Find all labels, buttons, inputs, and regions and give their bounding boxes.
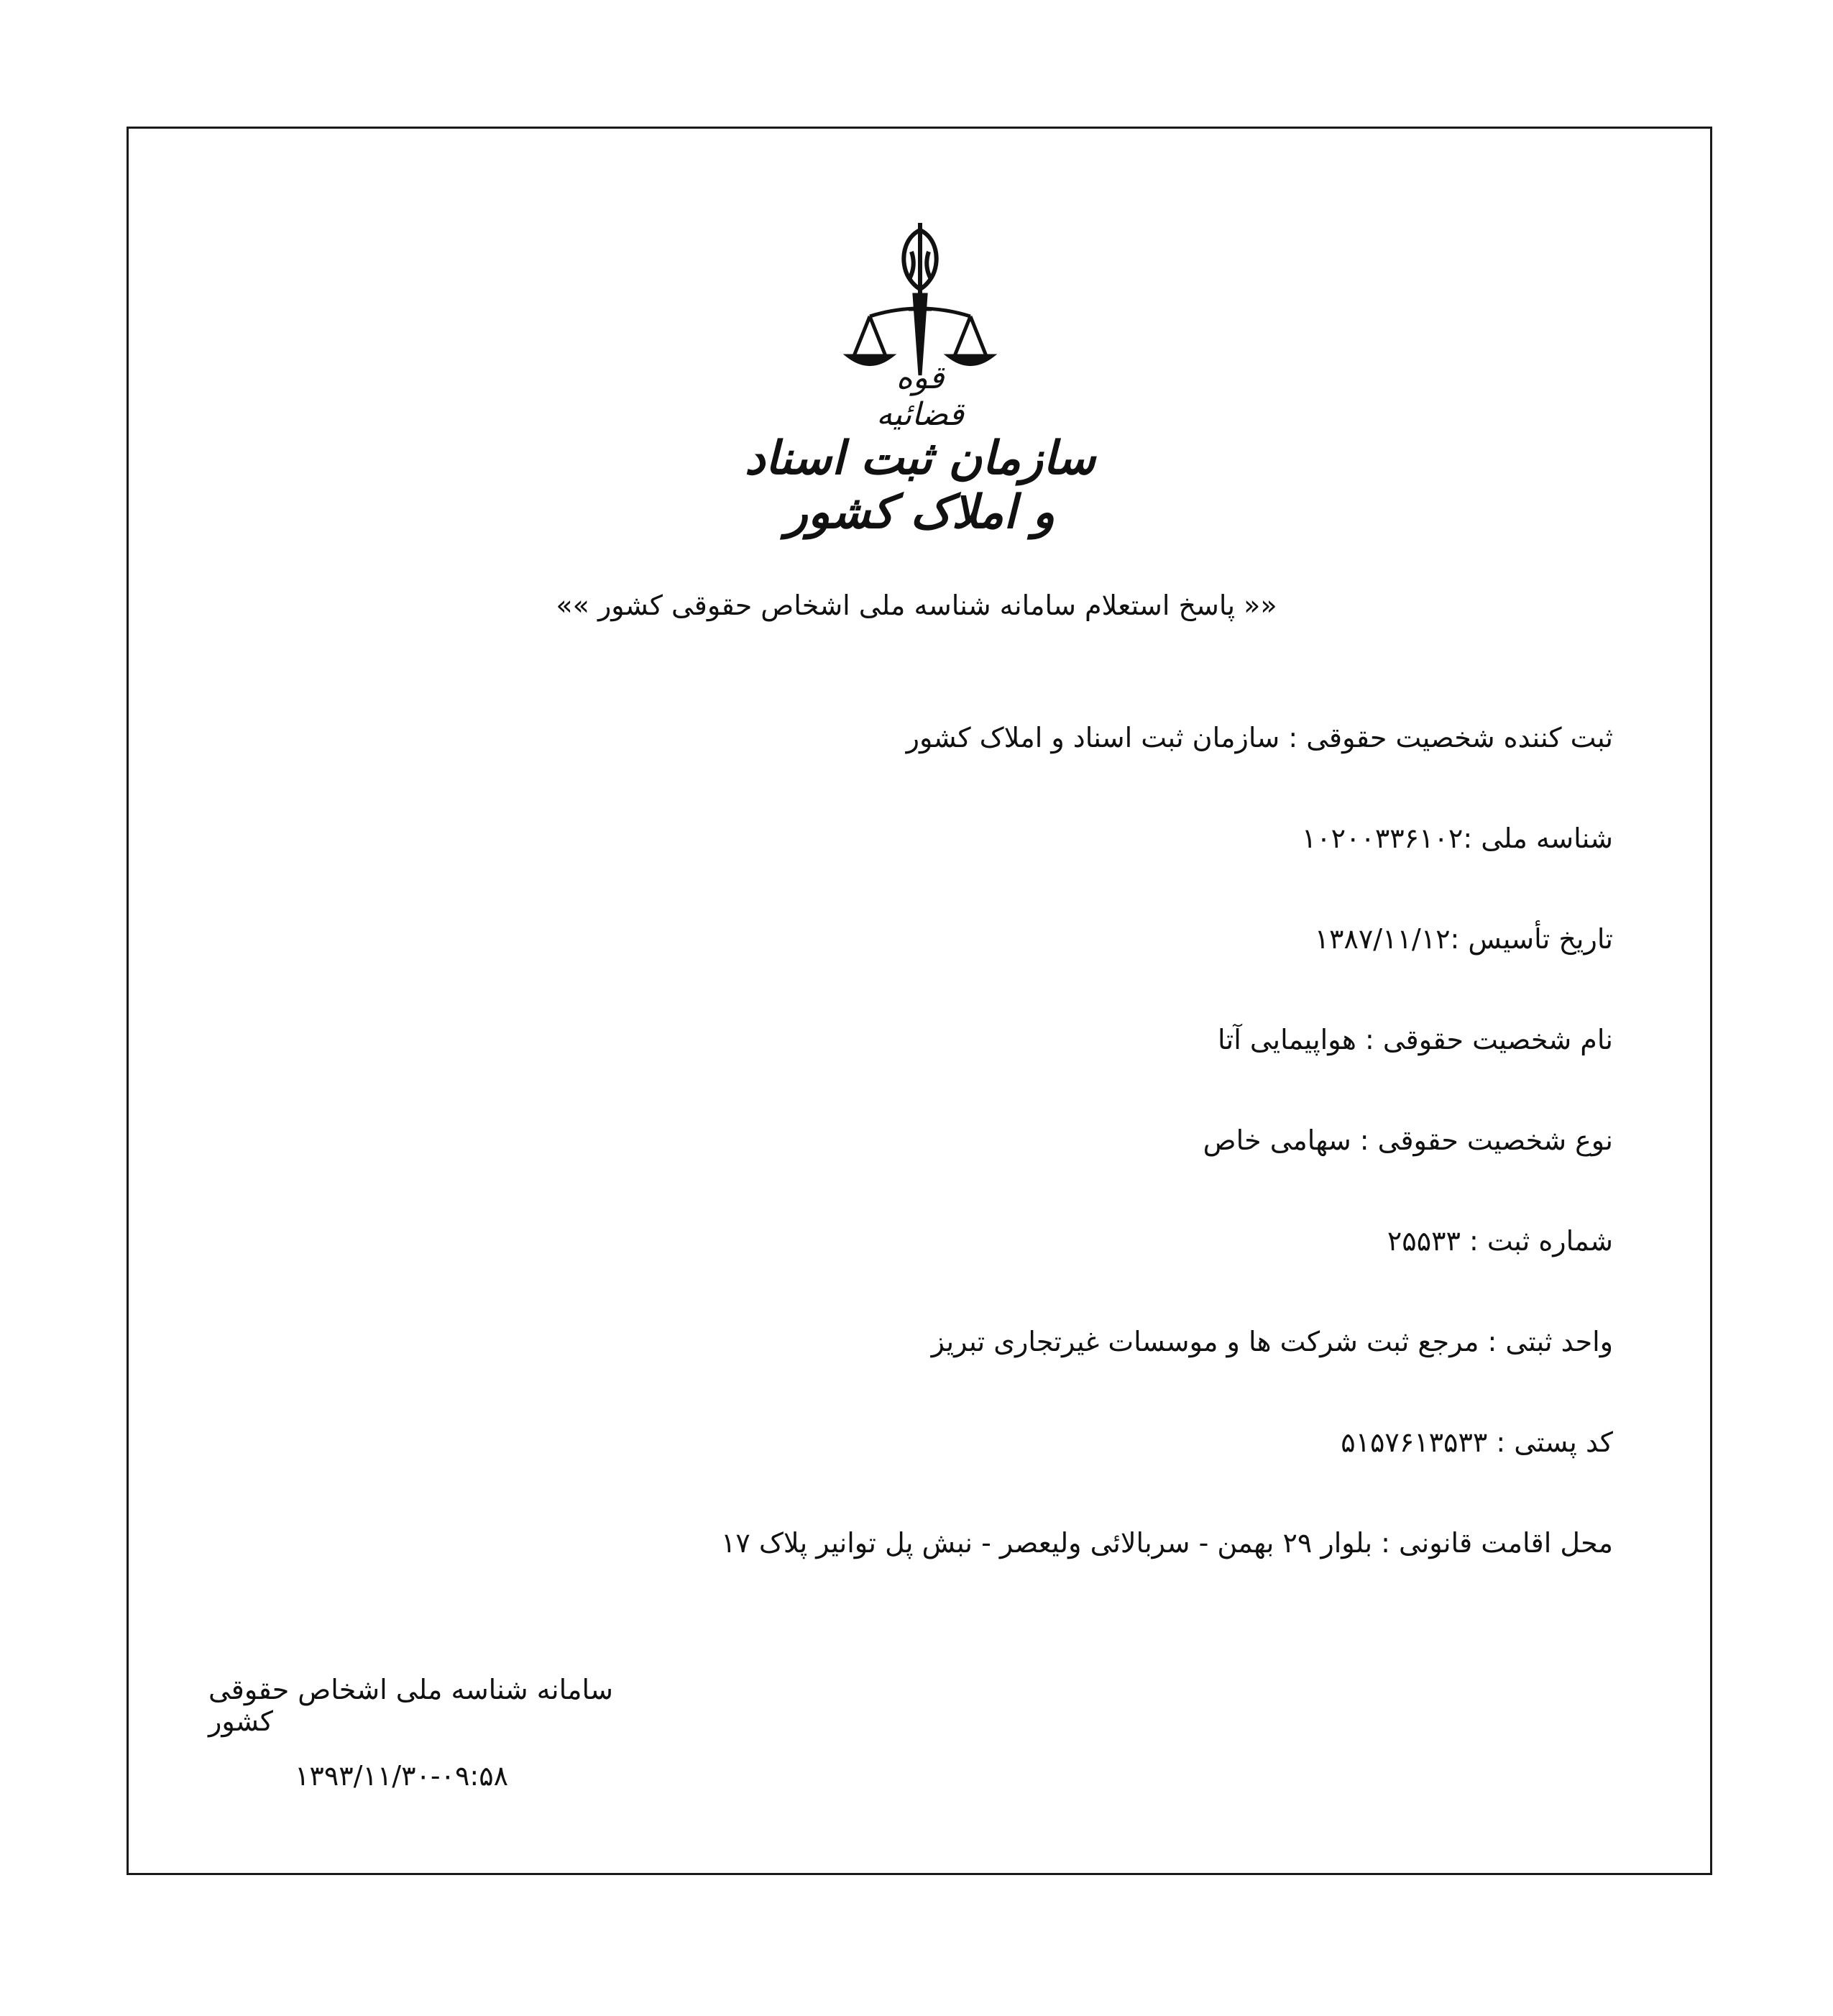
field-national-id: شناسه ملی :۱۰۲۰۰۳۳۶۱۰۲ bbox=[1301, 823, 1613, 854]
document-title: «« پاسخ استعلام سامانه شناسه ملی اشخاص حقوقی کشور »» bbox=[556, 590, 1277, 621]
field-entity-type: نوع شخصیت حقوقی : سهامی خاص bbox=[1203, 1124, 1613, 1156]
footer-timestamp: ۱۳۹۳/۱۱/۳۰-۰۹:۵۸ bbox=[295, 1760, 509, 1792]
field-registration-number: شماره ثبت : ۲۵۵۳۳ bbox=[1387, 1225, 1613, 1257]
judiciary-logo-text: قوه قضائیه bbox=[876, 359, 964, 433]
organization-logo-text: سازمان ثبت اسناد و املاک کشور bbox=[744, 431, 1096, 539]
field-registrar: ثبت کننده شخصیت حقوقی : سازمان ثبت اسناد و املاک کشور bbox=[906, 722, 1613, 753]
field-registration-unit: واحد ثبتی : مرجع ثبت شرکت ها و موسسات غیرتجاری تبریز bbox=[931, 1326, 1613, 1357]
field-entity-name: نام شخصیت حقوقی : هواپیمایی آتا bbox=[1218, 1024, 1613, 1055]
footer-system-name: سامانه شناسه ملی اشخاص حقوقی کشور bbox=[208, 1674, 613, 1737]
field-legal-address: محل اقامت قانونی : بلوار ۲۹ بهمن - سربالائی ولیعصر - نبش پل توانیر پلاک ۱۷ bbox=[720, 1527, 1613, 1559]
field-postal-code: کد پستی : ۵۱۵۷۶۱۳۵۳۳ bbox=[1341, 1426, 1613, 1458]
field-establishment-date: تاریخ تأسیس :۱۳۸۷/۱۱/۱۲ bbox=[1314, 923, 1613, 955]
